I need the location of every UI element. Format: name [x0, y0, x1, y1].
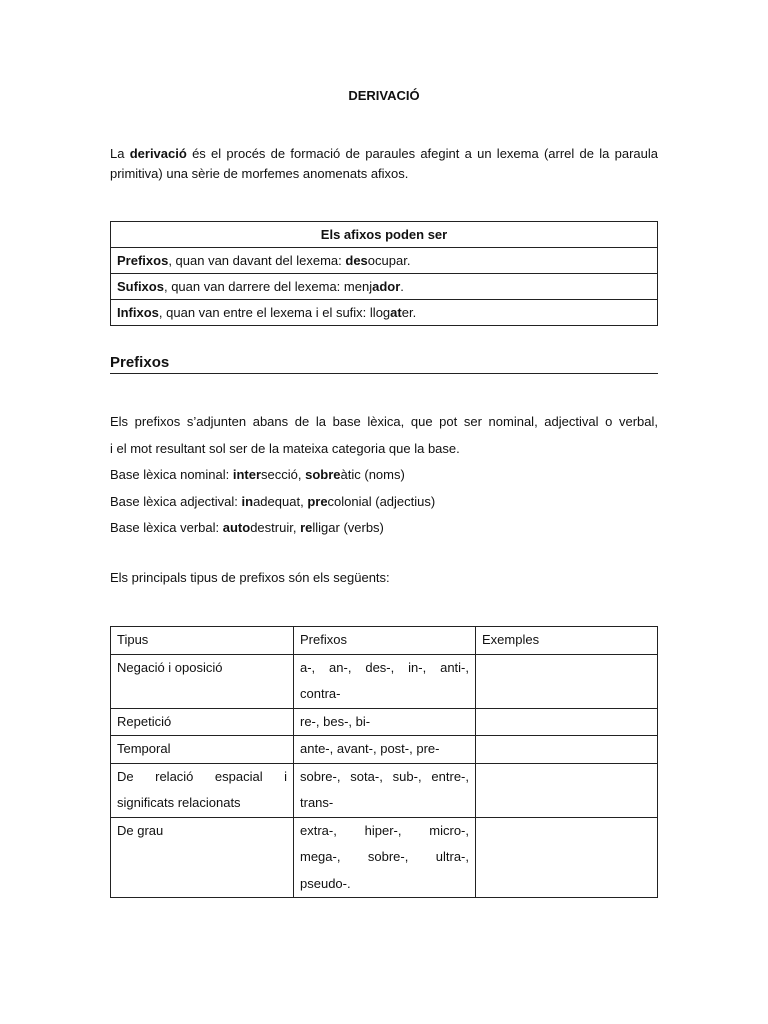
- prefix-types-table: [110, 626, 658, 898]
- afix-term: Sufixos: [117, 279, 164, 294]
- table-row: [111, 248, 658, 274]
- afix-example-bold: ador: [372, 279, 401, 294]
- cell-prefixos: [294, 763, 476, 817]
- afix-text: , quan van davant del lexema:: [168, 253, 346, 268]
- cell-line: significats relacionats: [117, 795, 241, 810]
- section-heading-prefixos: Prefixos: [110, 354, 658, 374]
- afix-example-rest: ocupar.: [367, 253, 411, 268]
- column-header: Prefixos: [294, 627, 476, 655]
- cell-line: De relació espacial i: [117, 768, 287, 784]
- afix-example-bold: des: [345, 253, 368, 268]
- afix-example-rest: er.: [401, 305, 417, 320]
- base-word-rest: colonial: [327, 493, 372, 509]
- base-category: (verbs): [339, 520, 384, 536]
- base-prefix: sobre: [305, 467, 341, 483]
- paragraph-line: i el mot resultant sol ser de la mateixa categoria que la base.: [110, 440, 460, 456]
- table-row: [111, 708, 658, 736]
- afix-text: , quan van entre el lexema i el sufix:: [158, 305, 370, 320]
- base-category: (noms): [360, 467, 405, 483]
- intro-bold-term: derivació: [129, 146, 187, 161]
- paragraph-line: Els prefixos s’adjunten abans de la base lèxica, que pot ser nominal, adjectival o verbal,: [110, 414, 658, 429]
- base-prefix: in: [241, 493, 254, 509]
- base-line-adjectival: [110, 489, 658, 516]
- intro-paragraph: [110, 144, 658, 184]
- table-row: [111, 817, 658, 898]
- afixos-table: [110, 221, 658, 326]
- prefixos-body: [110, 409, 658, 542]
- cell-tipus: [111, 708, 294, 736]
- cell-line: Repetició: [117, 713, 172, 729]
- base-word-rest: adequat: [253, 493, 301, 509]
- afixos-row-infixos: [111, 300, 658, 326]
- cell-line: extra-, hiper-, micro-,: [300, 822, 469, 838]
- base-line-verbal: [110, 515, 658, 542]
- afix-term: Prefixos: [117, 253, 169, 268]
- cell-line: Negació i oposició: [117, 659, 223, 675]
- base-prefix: re: [300, 520, 313, 536]
- cell-tipus: [111, 817, 294, 898]
- cell-line: Temporal: [117, 741, 171, 756]
- afixos-row-prefixos: [111, 248, 658, 274]
- cell-prefixos: [294, 736, 476, 764]
- base-word-rest: lligar: [312, 520, 340, 536]
- cell-exemples: [476, 763, 658, 817]
- table-row: [111, 274, 658, 300]
- table-row: [111, 763, 658, 817]
- afixos-row-sufixos: [111, 274, 658, 300]
- afix-example-pre: llog: [369, 305, 391, 320]
- base-word-rest: àtic: [340, 467, 361, 483]
- cell-prefixos: [294, 817, 476, 898]
- cell-line: pseudo-.: [300, 875, 351, 891]
- cell-line: sobre-, sota-, sub-, entre-,: [300, 768, 469, 784]
- cell-tipus: [111, 736, 294, 764]
- base-prefix: auto: [222, 520, 251, 536]
- cell-tipus: [111, 654, 294, 708]
- cell-exemples: [476, 736, 658, 764]
- afix-example-rest: .: [400, 279, 404, 294]
- afix-example-pre: menj: [343, 279, 373, 294]
- base-word-rest: secció: [261, 467, 298, 483]
- base-sep: ,: [300, 493, 308, 509]
- column-header: Exemples: [476, 627, 658, 655]
- cell-exemples: [476, 708, 658, 736]
- cell-line: trans-: [300, 795, 334, 810]
- cell-line: a-, an-, des-, in-, anti-,: [300, 659, 469, 675]
- cell-line: ante-, avant-, post-, pre-: [300, 741, 440, 756]
- base-label: Base lèxica adjectival:: [110, 493, 242, 509]
- base-line-nominal: [110, 462, 658, 489]
- table-row: [111, 222, 658, 248]
- cell-prefixos: [294, 708, 476, 736]
- table-row: [111, 736, 658, 764]
- cell-prefixos: [294, 654, 476, 708]
- types-intro: Els principals tipus de prefixos són els següents:: [110, 570, 390, 585]
- column-header: Tipus: [111, 627, 294, 655]
- intro-text-start: La: [110, 146, 130, 161]
- base-sep: ,: [297, 467, 306, 483]
- cell-line: De grau: [117, 822, 164, 838]
- table-row: [111, 300, 658, 326]
- afix-example-bold: at: [390, 305, 402, 320]
- afix-text: , quan van darrere del lexema:: [163, 279, 344, 294]
- cell-exemples: [476, 817, 658, 898]
- intro-text-end: és el procés de formació de paraules afegint a un lexema (arrel de la paraula primitiva) una sèrie de morfemes anomenats afixos.: [110, 146, 658, 181]
- base-label: Base lèxica nominal:: [110, 467, 233, 483]
- cell-line: re-, bes-, bi-: [300, 713, 371, 729]
- document-title: DERIVACIÓ: [348, 88, 420, 103]
- cell-line: contra-: [300, 686, 341, 701]
- table-header-row: [111, 627, 658, 655]
- base-prefix: pre: [307, 493, 328, 509]
- afixos-table-header: Els afixos poden ser: [111, 222, 658, 248]
- base-sep: ,: [292, 520, 301, 536]
- cell-exemples: [476, 654, 658, 708]
- afix-term: Infixos: [117, 305, 159, 320]
- table-row: [111, 654, 658, 708]
- base-prefix: inter: [232, 467, 262, 483]
- base-label: Base lèxica verbal:: [110, 520, 223, 536]
- base-word-rest: destruir: [250, 520, 293, 536]
- base-category: (adjectius): [371, 493, 436, 509]
- cell-line: mega-, sobre-, ultra-,: [300, 849, 469, 864]
- cell-tipus: [111, 763, 294, 817]
